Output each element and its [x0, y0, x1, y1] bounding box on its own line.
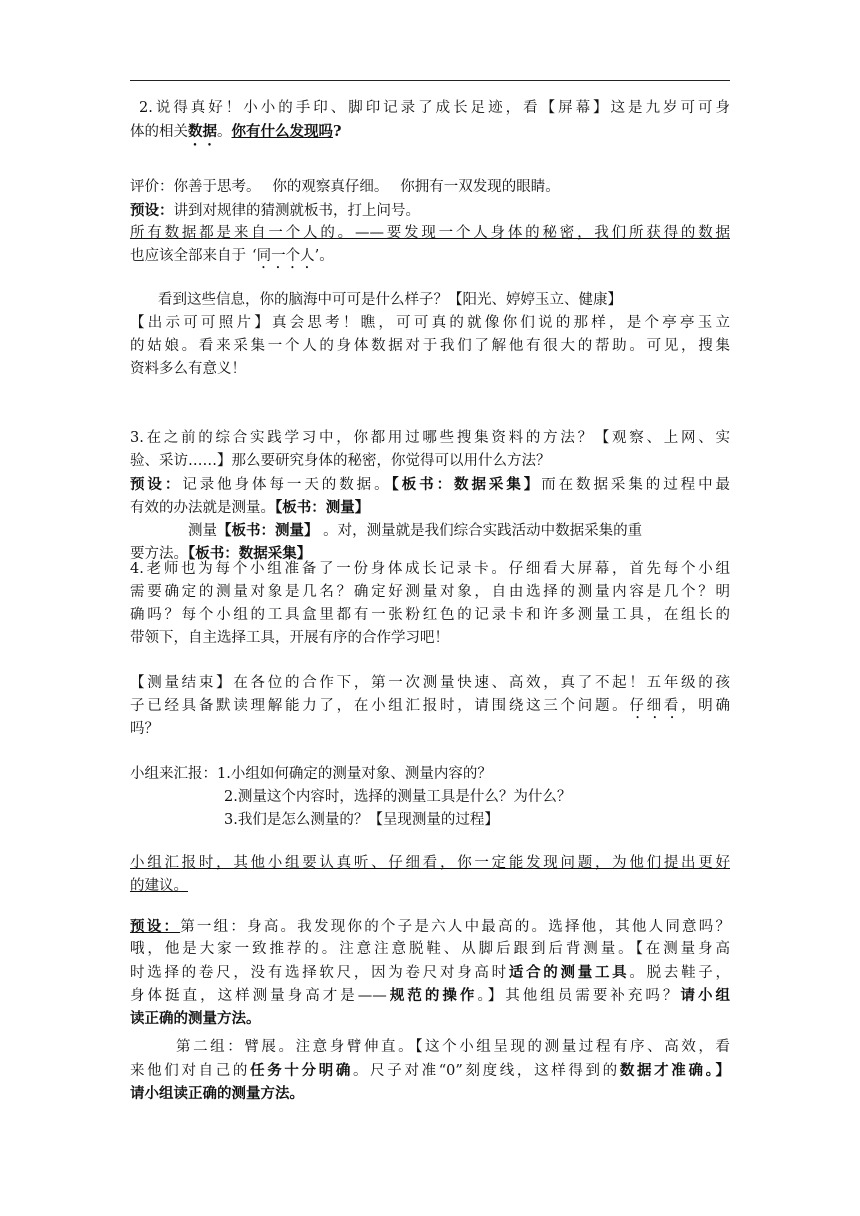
paragraph-3 [130, 289, 730, 381]
text-line: 来他们对自己的任务十分明确。尺子对准“0”刻度线，这样得到的数据才准确。】 [130, 1062, 731, 1079]
text-line: 也应该全部来自于 ‘同一个人’。 [130, 248, 334, 264]
text-line: 3.在之前的综合实践学习中，你都用过哪些搜集资料的方法？【观察、上网、实 [130, 430, 730, 446]
text-line: 测量【板书：测量】 。对，测量就是我们综合实践活动中数据采集的重 [188, 522, 643, 539]
text-line: 小组汇报时，其他小组要认真听、仔细看，你一定能发现问题，为他们提出更好 [130, 855, 730, 871]
paragraph-9 [130, 915, 730, 1030]
text-line: 子已经具备默读理解能力了，在小组汇报时，请围绕这三个问题。仔细看，明确 [130, 698, 731, 714]
paragraph-1 [130, 97, 730, 143]
text-line: 时选择的卷尺，没有选择软尺，因为卷尺对身高时适合的测量工具。脱去鞋子， [130, 964, 731, 981]
text-line: 【出示可可照片】真会思考！瞧，可可真的就像你们说的那样，是个亭亭玉立 [130, 315, 730, 331]
text-line: 请小组读正确的测量方法。 [130, 1085, 304, 1102]
text-line: 2.测量这个内容时，选择的测量工具是什么？为什么？ [224, 789, 572, 805]
paragraph-8 [130, 852, 730, 898]
text-line: 确吗？每个小组的工具盒里都有一张粉红色的记录卡和许多测量工具，在组长的 [130, 607, 730, 623]
text-line: 看到这些信息，你的脑海中可可是什么样子？【阳光、婷婷玉立、健康】 [158, 292, 622, 308]
text-line: 有效的办法就是测量。【板书：测量】 [130, 499, 370, 516]
text-line: 的建议。 [130, 878, 188, 894]
text-line: 3.我们是怎么测量的？【呈现测量的过程】 [224, 812, 499, 828]
text-line: 所有数据都是来自一个人的。——要发现一个人身体的秘密，我们所获得的数据 [130, 225, 730, 241]
paragraph-6 [130, 672, 730, 741]
text-line: 的姑娘。看来采集一个人的身体数据对于我们了解他有很大的帮助。可见，搜集 [130, 338, 730, 354]
text-line: 验、采访……】那么要研究身体的秘密，你觉得可以用什么方法？ [130, 453, 551, 469]
text-line: 【测量结束】在各位的合作下，第一次测量快速、高效，真了不起！五年级的孩 [130, 675, 730, 691]
text-line: 预设：第一组：身高。我发现你的个子是六人中最高的。选择他，其他人同意吗？ [130, 918, 730, 935]
text-line: 身体挺直，这样测量身高才是——规范的操作。】其他组员需要补充吗？请小组 [130, 987, 731, 1004]
text-line: 要方法。【板书：数据采集】 [130, 545, 312, 562]
text-line: 哦，他是大家一致推荐的。注意注意脱鞋、从脚后跟到后背测量。【在测量身高 [130, 941, 730, 957]
header-rule [130, 80, 730, 81]
text-line: 2.说得真好！小小的手印、脚印记录了成长足迹，看【屏幕】这是九岁可可身 [139, 100, 730, 116]
text-line: 第二组：臂展。注意身臂伸直。【这个小组呈现的测量过程有序、高效，看 [176, 1039, 730, 1055]
text-line: 预设：讲到对规律的猜测就板书，打上问号。 [130, 202, 420, 219]
paragraph-2 [130, 176, 730, 268]
text-line: 吗？ [130, 721, 159, 737]
paragraph-10 [130, 1036, 730, 1105]
paragraph-5 [130, 558, 730, 650]
text-line: 需要确定的测量对象是几名？确定好测量对象，自由选择的测量内容是几个？明 [130, 584, 730, 600]
text-line: 评价：你善于思考。 你的观察真仔细。 你拥有一双发现的眼睛。 [130, 179, 560, 195]
text-line: 4.老师也为每个小组准备了一份身体成长记录卡。仔细看大屏幕，首先每个小组 [130, 561, 730, 577]
text-line: 预设：记录他身体每一天的数据。【板书：数据采集】而在数据采集的过程中最 [130, 476, 731, 493]
paragraph-7 [130, 763, 730, 832]
text-line: 小组来汇报：1.小组如何确定的测量对象、测量内容的？ [130, 766, 492, 782]
text-line: 带领下，自主选择工具，开展有序的合作学习吧！ [130, 630, 449, 646]
text-line: 资料多么有意义！ [130, 361, 246, 377]
text-line: 体的相关数据。你有什么发现吗? [130, 123, 342, 140]
text-line: 读正确的测量方法。 [130, 1010, 261, 1027]
paragraph-4 [130, 427, 730, 565]
